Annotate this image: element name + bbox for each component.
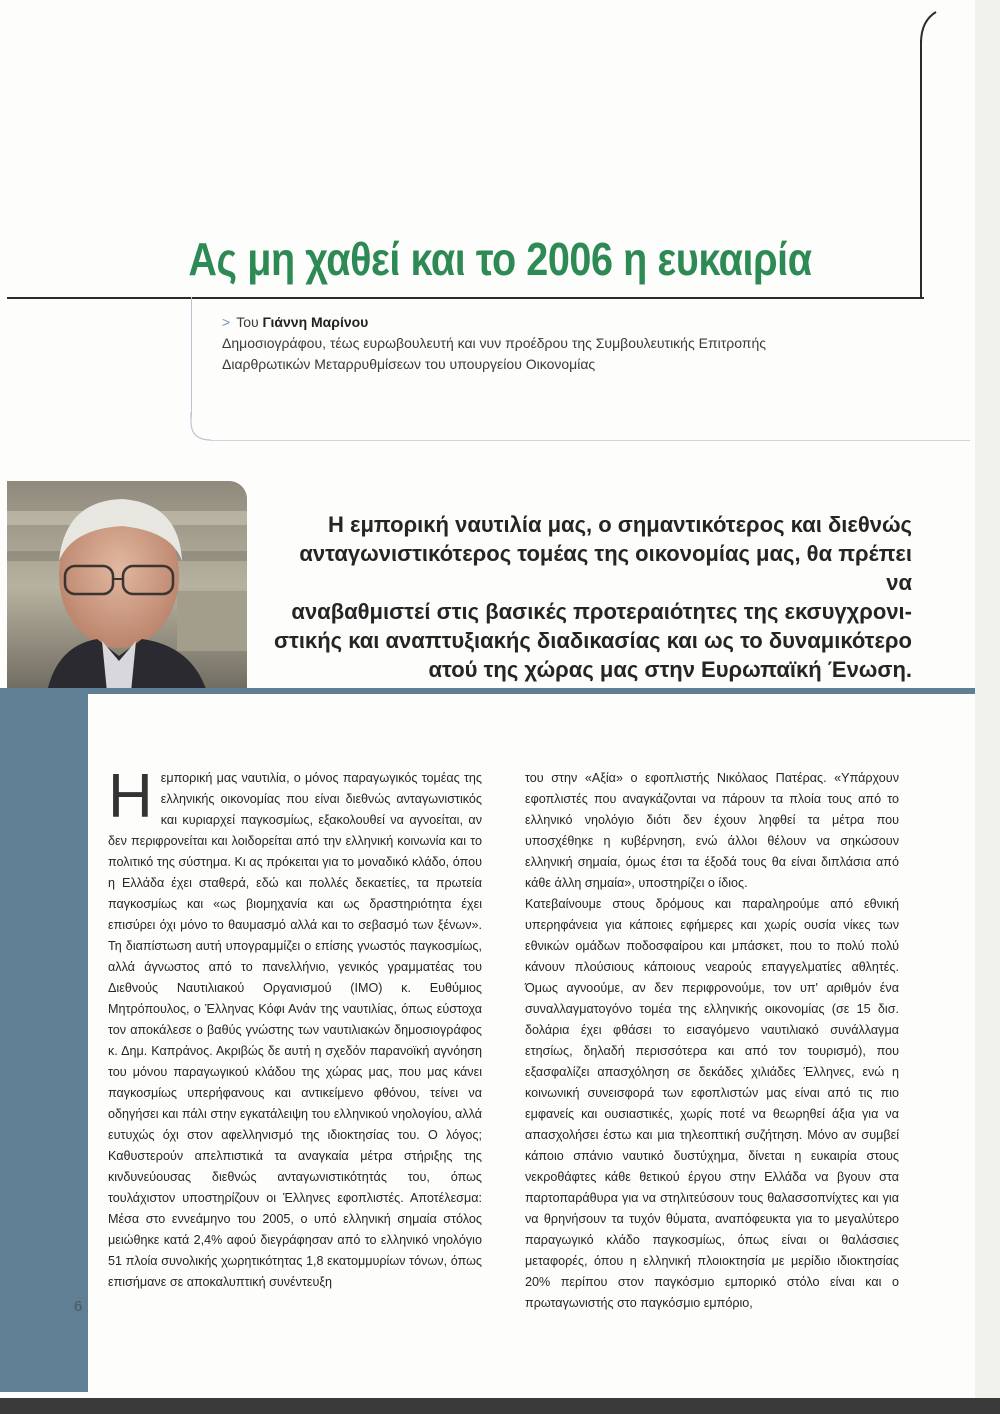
body-text: εμπορική μας ναυτιλία, ο μόνος παραγωγικός τομέας της ελληνικής οικονομίας που είναι διεθνώς ανταγωνιστικός και κυριαρχεί παγκοσμίως, εξακολουθεί να αγνοείται, αν δεν περιφρονείται και λοιδορείται από την ελληνική κοινωνία και το πολιτικό της σύστημα. Κι ας πρόκειται για το μοναδικό κλάδο, όπου η Ελλάδα έχει σταθερά, εδώ και πολλές δεκαετίες, τα πρωτεία παγκοσμίως και «ως βιομηχανία και ως δραστηριότητα έχει επισύρει όχι μόνο το θαυμασμό αλλά και το σεβασμό των ξένων». Τη διαπίστωση αυτή υπογραμμίζει ο επίσης γνωστός παγκοσμίως, αλλά άγνωστος από το πανελλήνιο, γενικός γραμματέας του Διεθνούς Ναυτιλιακού Οργανισμού (ΙΜΟ) κ. Ευθύμιος Μητρόπουλος, ο Έλληνας Κόφι Ανάν της ναυτιλίας, όπως εύστοχα τον αποκάλεσε ο βαθύς γνώστης των ναυτιλιακών δημοσιογράφος κ. Δημ. Καπράνος. Ακριβώς δε αυτή η σχεδόν παρανοϊκή αγνόηση του μόνου παραγωγικού κλάδου της χώρας μας, που μας κάνει παγκοσμίως υπερήφανους και αντικείμενο φθόνου, τείνει να οδηγήσει και πάλι στην εγκατάλειψη του ελληνικού νηολογίου, αλλά ευτυχώς όχι στον αφελληνισμό της ιδιοκτησίας του. Ο λόγος; Καθυστερούν απελπιστικά τα αναγκαία μέτρα στήριξης της κινδυνεύουσας διεθνώς ανταγωνιστικότητάς του, όπως τουλάχιστον υποστηρίζουν οι Έλληνες εφοπλιστές. Αποτέλεσμα: Μέσα στο εννεάμηνο του 2005, ο υπό ελληνική σημαία στόλος μειώθηκε κατά 2,4% αφού διεγράφησαν από το ελληνικό νηολόγιο 51 πλοία συνολικής χωρητικότητας 1,8 εκατομμυρίων τόνων, όπως επισήμανε σε αποκαλυπτική συνέντευξη [108, 771, 482, 1289]
body-paragraph: Κατεβαίνουμε στους δρόμους και παραληρούμε από εθνική υπερηφάνεια για κάποιες εφήμερες και χωρίς ουσία νίκες των εθνικών ομάδων ποδοσφαίρου και μπάσκετ, που το πολύ πολύ κάνουν πλούσιους κάποιους νεαρούς επαγγελματίες αθλητές. Όμως αγνοούμε, αν δεν περιφρονούμε, τον υπ' αριθμόν ένα συναλλαγματογόνο τομέα της ελληνικής οικονομίας (σε 15 δισ. δολάρια έχει φθάσει το εισαγόμενο ναυτιλιακό συνάλλαγμα ετησίως, δηλαδή περισσότερα και από τον τουρισμό), που εξασφαλίζει απασχόληση σε δεκάδες χιλιάδες Έλληνες, ενώ η κοινωνική συνεισφορά των εφοπλιστών μας είναι από τις πιο εμφανείς και ουσιαστικές, χωρίς ποτέ να θεωρηθεί άξια για να απασχολήσει έστω και μια τηλεοπτική συζήτηση. Μόνο αν συμβεί κάποιο σπάνιο ναυτικό δυστύχημα, δίνεται η ευκαιρία στους νεκροθάφτες κάθε θετικού έργου στην Ελλάδα να βγουν στα παρτοπαράθυρα για να στηλιτεύσουν τους θαλασσοπνίχτες και για να θρηνήσουν τα τυχόν θύματα, αναπόφευκτα για το μεγαλύτερο παραγωγικό κλάδο παγκοσμίως, όπως είναι οι θαλάσσιες μεταφορές, όπου η ελληνική πλοιοκτησία με μερίδιο ιδιοκτησίας 20% περίπου στον παγκόσμιο εμπορικό στόλο είναι και ο πρωταγωνιστής στο παγκόσμιο εμπόριο, [525, 897, 899, 1310]
frame-top-rule [7, 297, 924, 299]
author-credentials-line-1: Δημοσιογράφου, τέως ευρωβουλευτή και νυν προέδρου της Συμβουλευτικής Επιτροπής [222, 335, 766, 351]
pull-quote-line: ατού της χώρας μας στην Ευρωπαϊκή Ένωση. [428, 657, 912, 682]
author-photo [7, 481, 247, 692]
frame-mid-corner [186, 412, 216, 444]
article-title: Ας μη χαθεί και το 2006 η ευκαιρία [188, 233, 812, 285]
author-name: Γιάννη Μαρίνου [262, 314, 369, 330]
page-right-edge [975, 0, 1000, 1398]
frame-left-vertical [191, 297, 192, 417]
page-bottom-edge [0, 1398, 1000, 1414]
chevron-right-icon: > [222, 314, 231, 330]
body-column-1 [108, 762, 482, 1293]
author-portrait-image [7, 481, 247, 692]
pull-quote [272, 510, 912, 684]
pull-quote-line: στικής και αναπτυξιακής διαδικασίας και ως το δυναμικότερο [273, 628, 912, 653]
pull-quote-line: ανταγωνιστικότερος τομέας της οικονομίας μας, θα πρέπει να [299, 541, 912, 595]
body-paragraph [108, 762, 482, 1293]
frame-top-corner [918, 10, 938, 44]
body-paragraph: του στην «Αξία» ο εφοπλιστής Νικόλαος Πατέρας. «Υπάρχουν εφοπλιστές που αναγκάζονται να πάρουν τα πλοία τους από το ελληνικό νηολόγιο διότι δεν έχουν ληφθεί τα μέτρα που υποσχέθηκε η κυβέρνηση, ενώ άλλοι θέλουν να σηκώσουν ελληνική σημαία, όμως έτσι τα έξοδά τους θα είναι διπλάσια από κάθε άλλη σημαία», υποστηρίζει ο ίδιος. [525, 771, 899, 890]
blue-band-left [0, 692, 88, 1392]
body-column-2 [525, 768, 899, 1314]
byline [222, 312, 782, 375]
drop-cap: Η [108, 762, 153, 831]
author-credentials-line-2: Διαρθρωτικών Μεταρρυθμίσεων του υπουργείου Οικονομίας [222, 356, 596, 372]
frame-mid-rule [210, 440, 970, 441]
byline-prefix: Του [236, 314, 259, 330]
pull-quote-line: αναβαθμιστεί στις βασικές προτεραιότητες της εκσυγχρονι- [291, 599, 912, 624]
page-number: 6 [74, 1298, 83, 1315]
pull-quote-line: Η εμπορική ναυτιλία μας, ο σημαντικότερος και διεθνώς [328, 512, 912, 537]
